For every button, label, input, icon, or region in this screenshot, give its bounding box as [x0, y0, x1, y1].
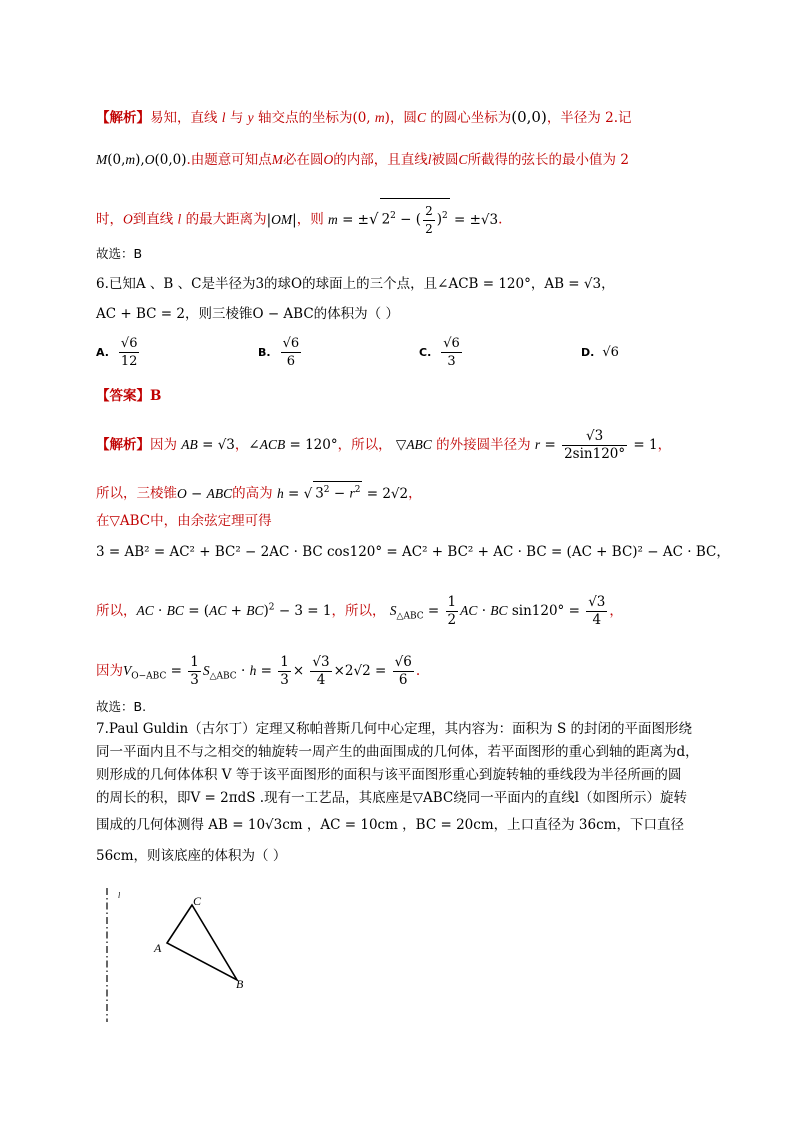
analysis-tag: 【解析】	[96, 110, 150, 126]
label-c: C	[193, 894, 202, 908]
axis-mark: l	[118, 891, 121, 900]
q6-option-a[interactable]: A. $\frac{√6}{12}$	[96, 336, 138, 369]
analysis5-answer: 故选：B	[96, 246, 143, 261]
q6-analysis-line3: 在▽ABC中，由余弦定理可得	[96, 513, 272, 529]
q6-answer-tag: 【答案】B	[96, 388, 162, 404]
q7-line2: 同一平面内且不与之相交的轴旋转一周产生的曲面围成的几何体，若平面图形的重心到轴的距离为d，	[96, 744, 699, 760]
q7-line1: 7.Paul Guldin（古尔丁）定理又称帕普斯几何中心定理，其内容为：面积为 S 的封闭的平面图形绕	[96, 721, 692, 737]
q6-analysis-line1: 【解析】因为 AB = √3，∠ACB = 120°，所以， ▽ABC 的外接圆半径为 r = $\frac{√3}{2\sin 120^\circ}$ = 1，	[96, 428, 672, 462]
q7-figure	[90, 880, 290, 1030]
q6-option-c[interactable]: C. $\frac{√6}{3}$	[419, 336, 460, 369]
q6-option-b[interactable]: B. $\frac{√6}{6}$	[258, 336, 300, 369]
q6-analysis-line2: 所以，三棱锥O − ABC的高为 h = √ $3^2 - r^2 = 2√2$，	[96, 481, 422, 504]
q6-analysis-line5: 所以，AC · BC = (AC + BC)$^2$ − 3 = 1，所以， $S_{\triangle ABC}$ = $\frac{1}{2}$ AC · BC sin120° = $\frac{√3}{4}$ ，	[96, 594, 623, 628]
q7-line6: 56cm，则该底座的体积为（ ）	[96, 848, 287, 864]
analysis5-line3: 时，O到直线 l 的最大距离为|OM|，则 m = ±√ $2^2$ − ( $\frac{2}{2}$ )$^2$ = ±√3.	[96, 198, 502, 238]
triangle-abc	[167, 905, 237, 980]
label-a: A	[154, 941, 162, 955]
q6-stem-line2: AC + BC = 2，则三棱锥O − ABC的体积为（ ）	[96, 306, 399, 322]
q7-line5: 围成的几何体测得 AB = 10√3cm ，AC = 10cm ，BC = 20cm，上口直径为 36cm，下口直径	[96, 817, 684, 833]
q6-analysis-line6: 因为$V_{O-ABC}$ = $\frac{1}{3}$ $S_{\triangle ABC} \cdot h$ = $\frac{1}{3}$ × $\frac{√3}{4}$ ×2√2 = $\frac{√6}{6}$ .	[96, 654, 421, 688]
analysis5-line2: M(0,m),O(0,0).由题意可知点M必在圆O的内部，且直线l被圆C所截得的弦长的最小值为 2	[96, 152, 629, 168]
q6-analysis-line4: 3 = AB² = AC² + BC² − 2AC · BC cos120° = AC² + BC² + AC · BC = (AC + BC)² − AC · BC，	[96, 544, 730, 560]
label-b: B	[236, 977, 244, 991]
analysis5-line1: 【解析】易知，直线 l 与 y 轴交点的坐标为(0, m)，圆C 的圆心坐标为(0,0)，半径为 2.记	[96, 108, 632, 126]
q6-stem-line1: 6.已知A 、B 、C是半径为3的球O的球面上的三个点，且∠ACB = 120°，AB = √3，	[96, 276, 615, 292]
q7-line4: 的周长的积，即V = 2πdS .现有一工艺品，其底座是▽ABC绕同一平面内的直线l（如图所示）旋转	[96, 790, 688, 806]
q7-line3: 则形成的几何体体积 V 等于该平面图形的面积与该平面图形重心到旋转轴的垂线段为半径所画的圆	[96, 767, 682, 783]
q6-option-d[interactable]: D. √6	[581, 345, 619, 360]
q6-answer: 故选：B.	[96, 699, 147, 714]
